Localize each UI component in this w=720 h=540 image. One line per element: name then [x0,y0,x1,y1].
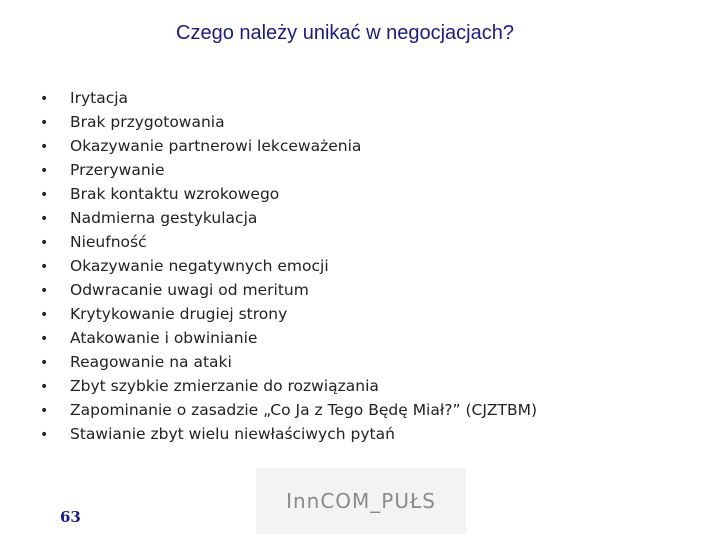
bullet-icon: • [40,307,49,323]
bullet-icon: • [40,139,49,155]
bullet-icon: • [40,115,49,131]
list-item [40,374,537,398]
bullet-list [40,86,537,446]
bullet-icon: • [40,355,49,371]
bullet-icon: • [40,211,49,227]
list-item [40,278,537,302]
list-item [40,422,537,446]
list-item-text: Reagowanie na ataki [70,353,232,371]
bullet-icon: • [40,331,49,347]
list-item [40,86,537,110]
slide-title: Czego należy unikać w negocjacjach? [176,22,514,44]
list-item [40,326,537,350]
bullet-icon: • [40,235,49,251]
list-item [40,230,537,254]
list-item-text: Nadmierna gestykulacja [70,209,258,227]
list-item [40,134,537,158]
list-item-text: Zapominanie o zasadzie „Co Ja z Tego Będę Miał?” (CJZTBM) [70,401,538,419]
list-item-text: Okazywanie partnerowi lekceważenia [70,137,362,155]
list-item-text: Przerywanie [70,161,165,179]
list-item [40,302,537,326]
list-item-text: Brak kontaktu wzrokowego [70,185,280,203]
list-item-text: Atakowanie i obwinianie [70,329,258,347]
list-item [40,350,537,374]
bullet-icon: • [40,259,49,275]
logo-text: InnCOM_PUŁS [286,489,436,513]
list-item [40,182,537,206]
bullet-icon: • [40,403,49,419]
bullet-icon: • [40,427,49,443]
list-item-text: Nieufność [70,233,147,251]
bullet-icon: • [40,163,49,179]
list-item-text: Krytykowanie drugiej strony [70,305,288,323]
logo [256,468,466,534]
list-item [40,398,537,422]
list-item [40,254,537,278]
bullet-icon: • [40,379,49,395]
list-item-text: Irytacja [70,89,129,107]
list-item [40,158,537,182]
bullet-icon: • [40,283,49,299]
list-item-text: Okazywanie negatywnych emocji [70,257,329,275]
bullet-icon: • [40,187,49,203]
page-number: 63 [60,508,81,526]
list-item-text: Zbyt szybkie zmierzanie do rozwiązania [70,377,379,395]
list-item-text: Brak przygotowania [70,113,225,131]
list-item-text: Odwracanie uwagi od meritum [70,281,309,299]
list-item [40,110,537,134]
list-item-text: Stawianie zbyt wielu niewłaściwych pytań [70,425,395,443]
list-item [40,206,537,230]
bullet-icon: • [40,91,49,107]
